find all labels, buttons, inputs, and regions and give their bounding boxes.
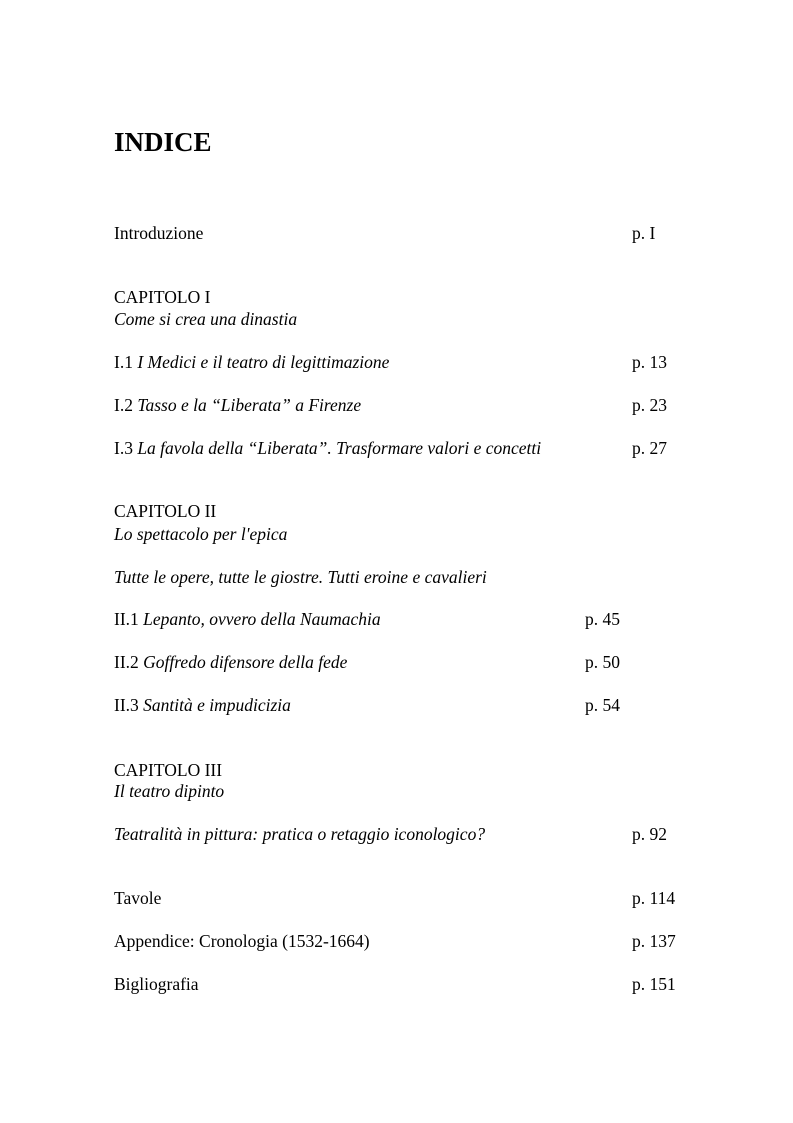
chapter-subtitle: Come si crea una dinastia (114, 309, 298, 329)
section-number: I.1 (114, 352, 133, 372)
section-number: II.1 (114, 609, 139, 629)
section-number: I.3 (114, 438, 133, 458)
toc-page-number: p. 23 (632, 395, 667, 415)
toc-entry-appendice: Appendice: Cronologia (1532-1664) (114, 931, 370, 951)
toc-page-number: p. I (632, 223, 656, 243)
section-title: Tasso e la “Liberata” a Firenze (137, 395, 362, 415)
section-title: Santità e impudicizia (143, 695, 291, 715)
toc-entry (114, 694, 291, 716)
toc-page-number: p. 114 (632, 888, 676, 908)
toc-entry (114, 651, 347, 673)
chapter-subtitle: Il teatro dipinto (114, 781, 225, 801)
chapter-subtitle: Lo spettacolo per l'epica (114, 524, 288, 544)
chapter-heading: CAPITOLO III (114, 760, 223, 780)
toc-entry-introduzione: Introduzione (114, 223, 204, 243)
section-number: II.2 (114, 652, 139, 672)
chapter-heading: CAPITOLO I (114, 287, 211, 307)
toc-page-number: p. 137 (632, 931, 676, 951)
toc-entry (114, 394, 361, 416)
chapter-heading: CAPITOLO II (114, 501, 217, 521)
section-title: I Medici e il teatro di legittimazione (137, 352, 390, 372)
section-title: Teatralità in pittura: pratica o retaggio iconologico? (114, 824, 486, 844)
toc-page-number: p. 13 (632, 352, 667, 372)
toc-page-number: p. 50 (585, 652, 620, 672)
toc-entry-bibliografia: Bigliografia (114, 974, 199, 994)
toc-entry-tavole: Tavole (114, 888, 162, 908)
section-title: Goffredo difensore della fede (143, 652, 348, 672)
section-title: Lepanto, ovvero della Naumachia (143, 609, 381, 629)
toc-page-number: p. 27 (632, 438, 667, 458)
toc-entry (114, 437, 541, 459)
page-title: INDICE (114, 127, 212, 157)
section-number: II.3 (114, 695, 139, 715)
toc-page-number: p. 151 (632, 974, 676, 994)
chapter-intro-line: Tutte le opere, tutte le giostre. Tutti eroine e cavalieri (114, 567, 487, 587)
toc-entry (114, 823, 485, 845)
toc-page-number: p. 45 (585, 609, 620, 629)
section-title: La favola della “Liberata”. Trasformare valori e concetti (137, 438, 542, 458)
section-number: I.2 (114, 395, 133, 415)
toc-page-number: p. 92 (632, 824, 667, 844)
toc-page-number: p. 54 (585, 695, 620, 715)
toc-entry (114, 351, 389, 373)
toc-entry (114, 608, 381, 630)
